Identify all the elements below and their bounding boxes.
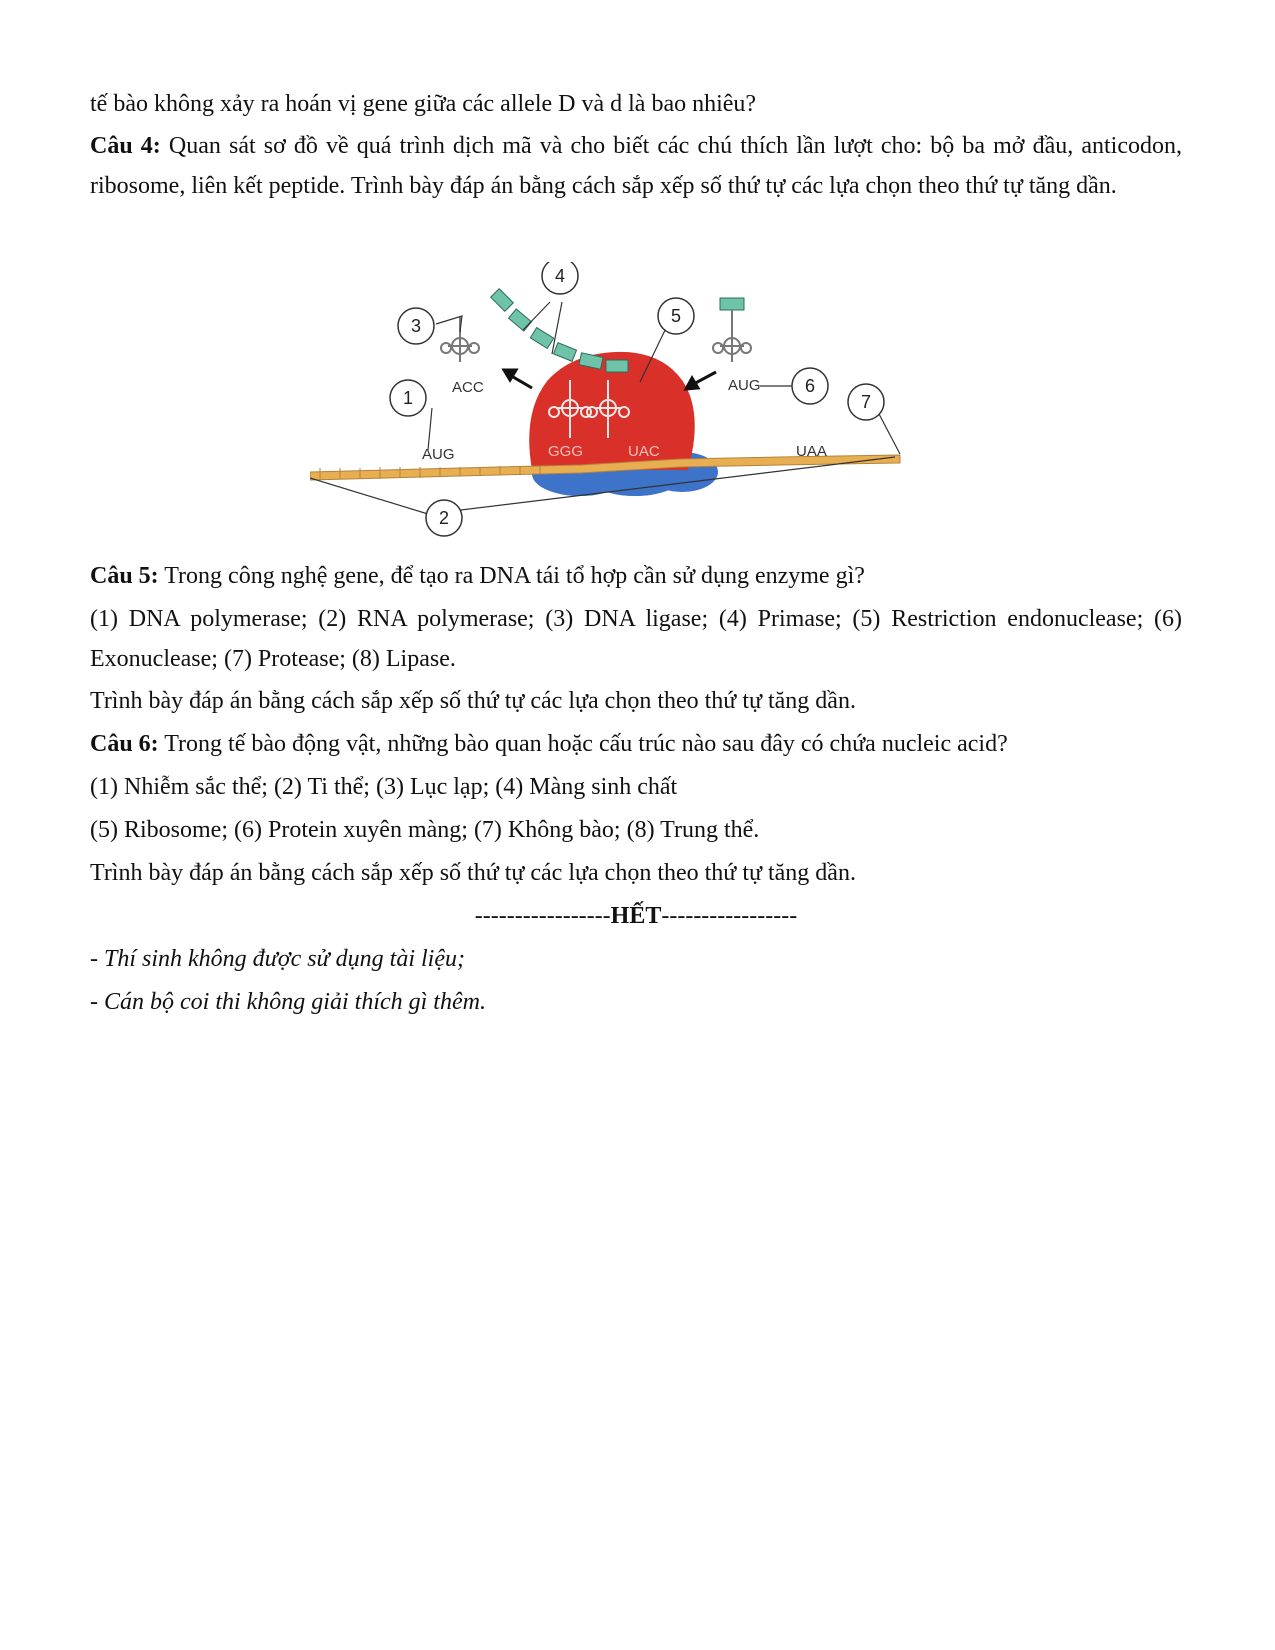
callout-7: 7 [860,392,872,412]
codon-aug-left: AUG [422,446,455,463]
question-6-options-2-text: (5) Ribosome; (6) Protein xuyên màng; (7) Không bào; (8) Trung thể. [90,817,760,843]
text-previous-question-end: tế bào không xảy ra hoán vị gene giữa các allele D và d là bao nhiêu? [90,91,757,117]
peptide-chain [491,289,628,372]
callout-4: 4 [554,266,566,286]
question-4-text: Quan sát sơ đồ về quá trình dịch mã và cho biết các chú thích lần lượt cho: bộ ba mở đầu, anticodon, ribosome, liên kết peptide. Trình bày đáp án bằng cách sắp xếp số thứ tự các lựa chọn theo thứ tự tăng dần. [90,133,1182,199]
free-amino-acid [720,298,744,310]
codon-uac: UAC [628,443,660,460]
callout-6: 6 [804,376,816,396]
question-6-options-1-text: (1) Nhiễm sắc thể; (2) Ti thể; (3) Lục lạp; (4) Màng sinh chất [90,774,678,800]
question-6 [90,724,1182,764]
note-1 [90,939,1182,979]
trna-leaving [441,317,479,362]
codon-aug-right: AUG [728,377,761,394]
trna-incoming [713,310,751,362]
codon-ggg: GGG [548,443,584,460]
question-5-label: Câu 5: [90,563,159,589]
question-4-label: Câu 4: [90,133,161,159]
question-5-instruction-text: Trình bày đáp án bằng cách sắp xếp số thứ tự các lựa chọn theo thứ tự tăng dần. [90,688,856,714]
line-previous-question-end [90,84,1182,124]
question-6-instruction-text: Trình bày đáp án bằng cách sắp xếp số thứ tự các lựa chọn theo thứ tự tăng dần. [90,860,856,886]
note-2 [90,982,1182,1022]
question-5-instruction [90,681,1182,721]
question-6-instruction [90,853,1182,893]
question-4 [90,126,1182,206]
callout-5: 5 [670,306,682,326]
end-marker [90,896,1182,936]
end-dashes-right: ----------------- [661,903,798,929]
note-2-text: - Cán bộ coi thi không giải thích gì thêm. [90,989,486,1015]
question-5-options [90,599,1182,679]
question-6-label: Câu 6: [90,731,159,757]
codon-acc: ACC [452,379,484,396]
note-1-text: - Thí sinh không được sử dụng tài liệu; [90,946,465,972]
translation-diagram [310,262,910,547]
question-6-text: Trong tế bào động vật, những bào quan hoặc cấu trúc nào sau đây có chứa nucleic acid? [158,731,1008,757]
question-5 [90,556,1182,596]
codon-uaa: UAA [796,443,827,460]
question-5-options-text: (1) DNA polymerase; (2) RNA polymerase; (3) DNA ligase; (4) Primase; (5) Restriction endonuclease; (6) Exonuclease; (7) Protease; (8) Lipase. [90,606,1182,672]
end-dashes-left: ----------------- [474,903,611,929]
callout-3: 3 [410,316,422,336]
end-word: HẾT [610,903,662,929]
question-6-options-1 [90,767,1182,807]
callout-2: 2 [438,508,450,528]
question-5-text: Trong công nghệ gene, để tạo ra DNA tái tổ hợp cần sử dụng enzyme gì? [158,563,865,589]
callout-1: 1 [402,388,414,408]
question-6-options-2 [90,810,1182,850]
